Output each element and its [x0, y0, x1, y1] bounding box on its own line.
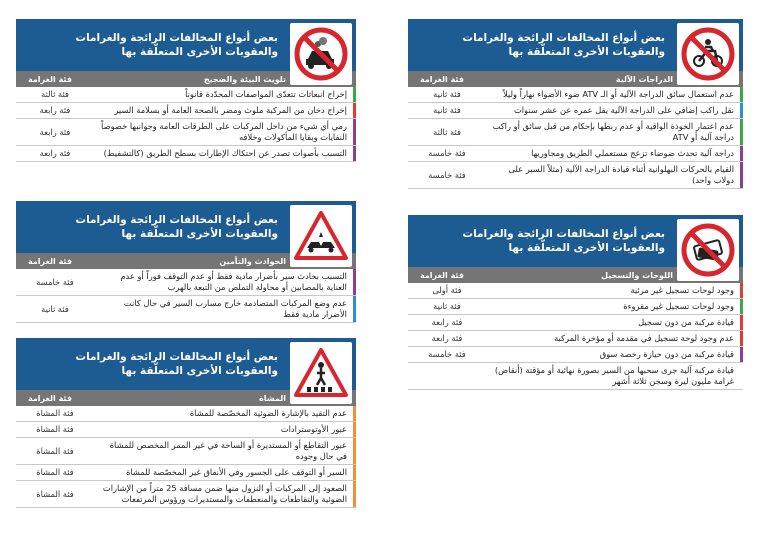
violation-description: نقل راكب إضافي على الدراجة الآلية يقل عمره عن عشر سنوات [513, 105, 734, 115]
violation-rows [16, 87, 356, 162]
card-header [408, 215, 743, 267]
plates-registration-card [408, 215, 743, 390]
table-row [408, 347, 743, 363]
violation-description: التسبب بأصوات تصدر عن احتكاك الإطارات بسطح الطريق (كالتشفيط) [103, 148, 347, 158]
table-row [16, 438, 356, 465]
row-color-marker [353, 269, 356, 295]
accident-warning-icon [290, 205, 352, 267]
fine-category: فئة رابعة [39, 126, 71, 137]
fine-category: فئة المشاة [36, 488, 74, 499]
table-row [16, 406, 356, 422]
violation-description: وجود لوحات تسجيل غير مقروءة [623, 301, 734, 311]
row-color-marker [740, 315, 743, 330]
violation-description: عدم التقيد بالإشارة الضوئية المخصّصة للمشاة [189, 408, 347, 418]
row-color-marker [740, 331, 743, 346]
card-title: بعض أنواع المخالفات الرائجة والغرامات والعقوبات الأخرى المتعلّقة بها [75, 214, 278, 240]
row-color-marker [740, 162, 743, 188]
fine-category: فئة رابعة [431, 333, 463, 343]
pedestrian-crossing-icon [290, 342, 352, 404]
row-color-marker [740, 146, 743, 161]
violation-description: السير أو التوقف على الجسور وفي الأنفاق غير المخصّصة للمشاة [125, 467, 347, 477]
table-row [16, 296, 356, 323]
table-row [16, 119, 356, 146]
violation-description: دراجة آلية تحدث ضوضاء تزعج مستعملي الطريق ومجاوريها [531, 148, 734, 158]
column-header-category: فئة الغرامة [420, 270, 464, 280]
table-row [16, 269, 356, 296]
table-row [408, 363, 743, 390]
column-header-type: اللوحات والتسجيل [601, 270, 673, 280]
row-color-marker [740, 87, 743, 102]
violation-rows [16, 269, 356, 323]
card-title: بعض أنواع المخالفات الرائجة والغرامات والعقوبات الأخرى المتعلّقة بها [75, 32, 278, 58]
fine-category: فئة خامسة [36, 276, 74, 287]
violation-rows [408, 87, 743, 189]
column-header-category: فئة الغرامة [28, 74, 72, 84]
row-color-marker [740, 347, 743, 362]
no-plates-icon [677, 219, 739, 281]
fine-category: فئة ثانية [433, 105, 461, 115]
column-header-category: فئة الغرامة [28, 393, 72, 403]
table-row [16, 87, 356, 103]
table-row [16, 146, 356, 162]
row-color-marker [353, 438, 356, 464]
table-row [16, 465, 356, 481]
row-color-marker [740, 363, 743, 389]
table-row [16, 422, 356, 438]
violation-rows [16, 406, 356, 508]
table-row [408, 87, 743, 103]
fine-category: فئة خامسة [428, 349, 466, 359]
fine-category: فئة ثانية [433, 89, 461, 99]
row-color-marker [353, 87, 356, 102]
violation-description: عبور الأوتوسترادات [280, 424, 347, 434]
row-color-marker [353, 119, 356, 145]
fine-category: فئة المشاة [36, 408, 74, 418]
table-row [408, 146, 743, 162]
card-header [408, 19, 743, 71]
row-color-marker [353, 422, 356, 437]
violation-description: قيادة مركبة من دون حيازة رخصة سوق [599, 349, 734, 359]
fine-category: فئة المشاة [36, 445, 74, 456]
fine-category: فئة المشاة [36, 424, 74, 434]
row-color-marker [353, 103, 356, 118]
fine-category: فئة المشاة [36, 467, 74, 477]
no-motorcycle-icon [677, 23, 739, 85]
pedestrians-card [16, 338, 356, 508]
column-header-type: المشاة [259, 393, 286, 403]
fine-category: فئة خامسة [428, 169, 466, 180]
fine-category: فئة ثالثة [41, 89, 69, 99]
violation-description: عدم استعمال سائق الدراجة الآلية أو الـ ATV ضوء الأضواء نهاراً وليلاً [502, 89, 734, 99]
row-color-marker [740, 283, 743, 298]
column-header-category: فئة الغرامة [28, 256, 72, 266]
table-row [408, 283, 743, 299]
row-color-marker [740, 103, 743, 118]
column-header-category: فئة الغرامة [420, 74, 464, 84]
violation-description: عدم وجود لوحة تسجيل في مقدمة أو مؤخرة المركبة [554, 333, 734, 343]
fine-category: فئة رابعة [39, 148, 71, 158]
table-row [16, 481, 356, 508]
accidents-insurance-card [16, 201, 356, 323]
table-row [408, 119, 743, 146]
column-header-type: الدراجات الآلية [615, 74, 673, 84]
fine-category: فئة رابعة [431, 317, 463, 327]
column-header-type: تلويث البيئة والضجيج [203, 74, 286, 84]
violation-description: الصعود إلى المركبات أو النزول منها ضمن مسافة 25 متراً من الإشارات الضوئية والتقاطعات والمنعطفات والمستديرات ورؤوس المرتفعات [102, 483, 347, 504]
violation-description: إخراج دخان من المركبة ملوث ومضر بالصحة العامة أو بسلامة السير [114, 105, 347, 115]
card-title: بعض أنواع المخالفات الرائجة والغرامات والعقوبات الأخرى المتعلّقة بها [462, 228, 665, 254]
card-title: بعض أنواع المخالفات الرائجة والغرامات والعقوبات الأخرى المتعلّقة بها [75, 351, 278, 377]
fine-category: فئة ثالثة [433, 126, 461, 137]
row-color-marker [740, 119, 743, 145]
table-row [408, 162, 743, 189]
violation-description: قيادة مركبة آلية جرى سحبها من السير بصورة نهائية أو مؤقتة (أنقاض) غرامة مليون ليرة وسجن ثلاثة أشهر [494, 365, 734, 386]
card-header [16, 201, 356, 253]
fine-category: فئة خامسة [428, 148, 466, 158]
table-row [16, 103, 356, 119]
violation-description: وجود لوحات تسجيل غير مرئية [630, 285, 734, 295]
fine-category: فئة رابعة [39, 105, 71, 115]
fine-category: فئة ثانية [433, 301, 461, 311]
row-color-marker [353, 406, 356, 421]
fine-category: فئة ثانية [41, 303, 69, 314]
violation-description: قيادة مركبة من دون تسجيل [638, 317, 734, 327]
table-row [408, 299, 743, 315]
row-color-marker [353, 146, 356, 161]
card-header [16, 19, 356, 71]
table-row [408, 103, 743, 119]
violation-description: عدم وضع المركبات المتصادمة خارج مسارب السير في حال كانت الأضرار مادية فقط [123, 298, 347, 319]
violation-description: إخراج انبعاثات تتعدّى المواصفات المحدّدة قانوناً [185, 89, 347, 99]
no-pollution-icon [290, 23, 352, 85]
row-color-marker [353, 296, 356, 322]
table-row [408, 331, 743, 347]
fine-category: فئة أولى [432, 285, 462, 295]
motorcycle-violations-card [408, 19, 743, 189]
table-row [408, 315, 743, 331]
violation-rows [408, 283, 743, 390]
violation-description: عبور التقاطع أو المستديرة أو الساحة في غير الممر المخصص للمشاة في حال وجوده [109, 440, 347, 461]
row-color-marker [353, 481, 356, 507]
row-color-marker [353, 465, 356, 480]
column-header-type: الحوادث والتأمين [219, 256, 286, 266]
violation-description: القيام بالحركات البهلوانية أثناء قيادة الدراجة الآلية (مثلاً السير على دولاب واحد) [508, 164, 734, 185]
card-title: بعض أنواع المخالفات الرائجة والغرامات والعقوبات الأخرى المتعلّقة بها [462, 32, 665, 58]
violation-description: رمي أي شيء من داخل المركبات على الطرقات العامة وجوانبها خصوصاً النفايات وبقايا المأكولات وخلافه [101, 121, 347, 142]
violation-description: التسبب بحادث سير بأضرار مادية فقط أو عدم التوقف فوراً أو عدم العناية بالمصابين أو محاولة التملص من التبعة بالهرب [120, 271, 347, 292]
row-color-marker [740, 299, 743, 314]
pollution-noise-card [16, 19, 356, 162]
violation-description: عدم اعتمار الخوذة الواقية أو عدم ربطها بإحكام من قبل سائق أو راكب دراجة آلية أو ATV [492, 121, 734, 142]
card-header [16, 338, 356, 390]
